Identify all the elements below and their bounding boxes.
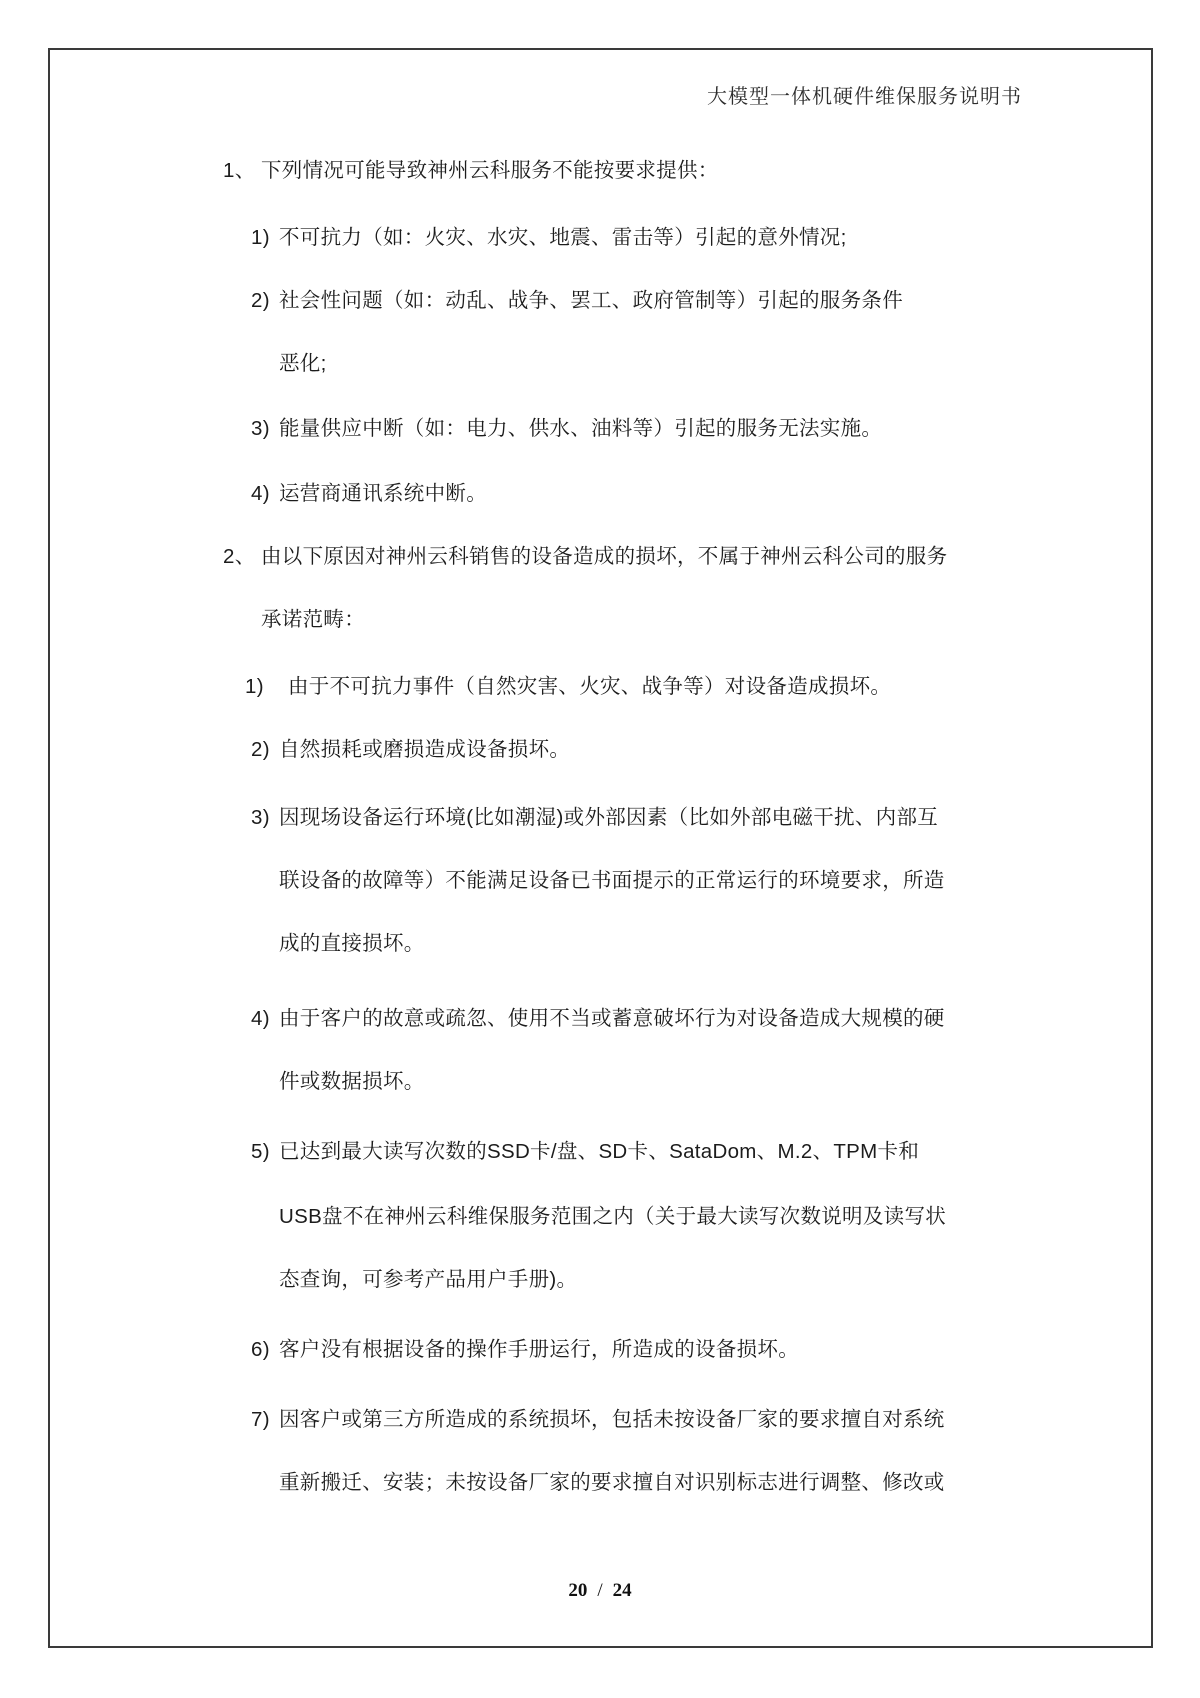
- list-line: [0, 269, 1200, 332]
- list-line: [0, 1050, 1200, 1113]
- list-text: 恶化;: [279, 352, 327, 375]
- page-number-current: 20: [568, 1580, 588, 1601]
- list-number: 7): [251, 1408, 270, 1431]
- list-text: 运营商通讯系统中断。: [279, 482, 487, 505]
- list-line: [0, 655, 1200, 718]
- list-line: [0, 1388, 1200, 1451]
- list-text: 客户没有根据设备的操作手册运行，所造成的设备损坏。: [279, 1338, 799, 1361]
- list-line: [0, 397, 1200, 460]
- list-text: 态查询，可参考产品用户手册)。: [279, 1268, 578, 1291]
- list-text: 由于客户的故意或疏忽、使用不当或蓄意破坏行为对设备造成大规模的硬: [279, 1007, 945, 1030]
- page-number-total: 24: [612, 1580, 632, 1601]
- list-number: 1): [245, 675, 264, 698]
- document-header-title: 大模型一体机硬件维保服务说明书: [707, 86, 1022, 108]
- list-number: 3): [251, 806, 270, 829]
- list-number: 2、: [223, 545, 256, 568]
- list-line: [0, 588, 1200, 651]
- list-text: 件或数据损坏。: [279, 1070, 425, 1093]
- list-line: [0, 525, 1200, 588]
- list-line: [0, 1318, 1200, 1381]
- list-line: [0, 332, 1200, 395]
- list-number: 4): [251, 482, 270, 505]
- list-line: [0, 718, 1200, 781]
- list-text: 已达到最大读写次数的SSD卡/盘、SD卡、SataDom、M.2、TPM卡和: [279, 1140, 920, 1163]
- list-text: 重新搬迁、安装；未按设备厂家的要求擅自对识别标志进行调整、修改或: [279, 1471, 945, 1494]
- list-number: 2): [251, 738, 270, 761]
- list-line: [0, 139, 1200, 202]
- list-line: [0, 1451, 1200, 1514]
- list-number: 4): [251, 1007, 270, 1030]
- list-text: 由以下原因对神州云科销售的设备造成的损坏，不属于神州云科公司的服务: [261, 545, 948, 568]
- list-text: 因现场设备运行环境(比如潮湿)或外部因素（比如外部电磁干扰、内部互: [279, 806, 939, 829]
- list-number: 2): [251, 289, 270, 312]
- list-text: 社会性问题（如：动乱、战争、罢工、政府管制等）引起的服务条件: [279, 289, 903, 312]
- list-line: [0, 1185, 1200, 1248]
- list-line: [0, 987, 1200, 1050]
- list-text: 承诺范畴：: [261, 608, 365, 631]
- page-number-separator: /: [597, 1580, 603, 1601]
- list-number: 1、: [223, 159, 256, 182]
- list-line: [0, 206, 1200, 269]
- list-text: 能量供应中断（如：电力、供水、油料等）引起的服务无法实施。: [279, 417, 883, 440]
- list-line: [0, 786, 1200, 849]
- list-text: 因客户或第三方所造成的系统损坏，包括未按设备厂家的要求擅自对系统: [279, 1408, 945, 1431]
- list-text: 不可抗力（如：火灾、水灾、地震、雷击等）引起的意外情况;: [279, 226, 847, 249]
- list-line: [0, 849, 1200, 912]
- list-text: 下列情况可能导致神州云科服务不能按要求提供：: [261, 159, 719, 182]
- list-number: 6): [251, 1338, 270, 1361]
- document-body: [0, 139, 1200, 1514]
- list-text: 由于不可抗力事件（自然灾害、火灾、战争等）对设备造成损坏。: [288, 675, 892, 698]
- list-text: 自然损耗或磨损造成设备损坏。: [279, 738, 571, 761]
- list-number: 5): [251, 1140, 270, 1163]
- list-text: 成的直接损坏。: [279, 932, 425, 955]
- page-number-footer: [0, 1576, 1200, 1606]
- list-text: 联设备的故障等）不能满足设备已书面提示的正常运行的环境要求，所造: [279, 869, 945, 892]
- list-line: [0, 912, 1200, 975]
- list-text: USB盘不在神州云科维保服务范围之内（关于最大读写次数说明及读写状: [279, 1205, 947, 1228]
- list-line: [0, 462, 1200, 525]
- list-line: [0, 1248, 1200, 1311]
- list-number: 1): [251, 226, 270, 249]
- list-number: 3): [251, 417, 270, 440]
- list-line: [0, 1120, 1200, 1183]
